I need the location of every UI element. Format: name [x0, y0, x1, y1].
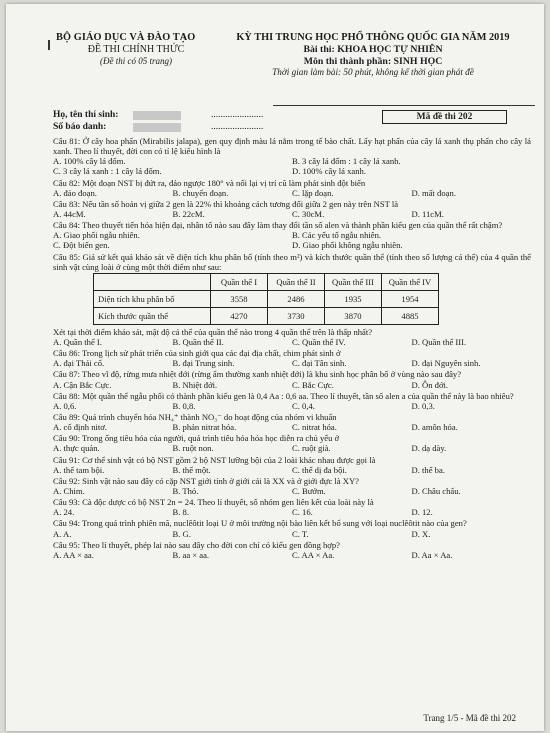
table-cell: 4270: [211, 307, 268, 324]
question-stem: Xét tại thời điểm khảo sát, mật độ cá thể của quần thể nào trong 4 quần thể trên là thấp nhất?: [53, 326, 373, 337]
survey-table: [93, 273, 439, 325]
answer-option: C. 0,4.: [292, 400, 315, 411]
answer-option: A. 100% cây lá đốm.: [53, 156, 126, 167]
question-stem: Câu 82: Một đoạn NST bị đứt ra, đảo ngược 180° và nối lại vị trí cũ làm phát sinh đột biến: [53, 177, 366, 188]
table-header-cell: Quần thể IV: [382, 273, 439, 290]
answer-option: C. thể dị đa bội.: [292, 464, 347, 475]
answer-option: B. chuyển đoạn.: [172, 187, 229, 198]
answer-option: A. 24.: [53, 507, 75, 518]
answer-option: D. mất đoạn.: [411, 187, 456, 198]
answer-option: C. lặp đoạn.: [292, 187, 334, 198]
answer-option: C. AA × Aa.: [292, 549, 335, 560]
answer-options: [53, 337, 531, 347]
table-header-cell: [94, 273, 211, 290]
time-note: Thời gian làm bài: 50 phút, không kể thời gian phát đề: [272, 67, 474, 78]
question: [53, 252, 531, 325]
redacted-id: [133, 123, 181, 132]
question: [53, 136, 531, 177]
question-stem: Câu 92: Sinh vật nào sau đây có cặp NST giới tính ở giới cái là XX và ở giới đực là XY?: [53, 475, 359, 486]
answer-option: A. AA × aa.: [53, 549, 94, 560]
name-label: Họ, tên thí sinh:: [53, 110, 119, 120]
answer-option: B. 8.: [172, 507, 189, 518]
table-row: [94, 307, 439, 324]
answer-option: D. Châu chấu.: [411, 485, 461, 496]
header-right: [218, 32, 528, 78]
answer-option: B. 3 cây lá đốm : 1 cây lá xanh.: [292, 156, 401, 167]
table-cell: 4885: [382, 307, 439, 324]
question: [53, 178, 531, 198]
answer-options: [53, 188, 531, 198]
answer-option: A. A.: [53, 528, 72, 539]
answer-options: [53, 550, 531, 560]
answer-option: D. amôn hóa.: [411, 422, 458, 433]
question-stem: Câu 94: Trong quá trình phiên mã, nuclêôtit loại U ở môi trường nội bào liên kết bổ sung với loại nuclêôtit nào của gen?: [53, 518, 467, 529]
question-stem: Câu 83: Nếu tần số hoán vị giữa 2 gen là 22% thì khoảng cách tương đối giữa 2 gen này trên NST là: [53, 198, 399, 209]
answer-option: C. 3 cây lá xanh : 1 cây lá đốm.: [53, 166, 162, 177]
answer-option: B. Thỏ.: [172, 485, 199, 496]
answer-option: C. đại Tân sinh.: [292, 358, 347, 369]
question-stem: Câu 91: Cơ thể sinh vật có bộ NST gồm 2 bộ NST lưỡng bội của 2 loài khác nhau được gọi là: [53, 454, 376, 465]
question-stem: Câu 88: Một quần thể ngẫu phối có thành phần kiểu gen là 0,4 Aa : 0,6 aa. Theo lí thuyết, tần số alen a của quần thể này là bao nhiêu?: [53, 390, 514, 401]
question-stem: Câu 85: Giả sử kết quả khảo sát về diện tích khu phân bố (tính theo m²) và kích thước quần thể (tính theo số lượng cá thể) của 4 quần thể sinh vật cùng loài ở cùng một thời điểm như sau:: [53, 251, 531, 272]
answer-option: C. Bướm.: [292, 485, 326, 496]
question: [53, 518, 531, 538]
answer-option: A. 0,6.: [53, 400, 77, 411]
table-row: [94, 290, 439, 307]
question: [53, 412, 531, 432]
subject: Môn thi thành phần: SINH HỌC: [303, 55, 443, 67]
table-header-cell: Quần thể II: [268, 273, 325, 290]
answer-options: [53, 507, 531, 517]
answer-option: B. ruột non.: [172, 443, 214, 454]
exam-title: KỲ THI TRUNG HỌC PHỔ THÔNG QUỐC GIA NĂM 2019: [236, 32, 510, 43]
table-cell: Diện tích khu phân bố: [94, 290, 211, 307]
answer-option: B. aa × aa.: [172, 549, 210, 560]
question-stem: Câu 89: Quá trình chuyển hóa NH₄⁺ thành NO₃⁻ do hoạt động của nhóm vi khuẩn: [53, 411, 337, 422]
table-cell: 3730: [268, 307, 325, 324]
table-cell: 1954: [382, 290, 439, 307]
candidate-fields: [53, 110, 303, 134]
question: [53, 348, 531, 368]
name-dots: ......................: [211, 110, 264, 120]
answer-options: [53, 230, 531, 250]
question: [53, 391, 531, 411]
answer-option: B. Quần thể II.: [172, 336, 224, 347]
answer-option: A. đại Thái cổ.: [53, 358, 105, 369]
question: [53, 369, 531, 389]
answer-option: C. nitrat hóa.: [292, 422, 337, 433]
answer-options: [53, 443, 531, 453]
answer-option: C. Quần thể IV.: [292, 336, 346, 347]
answer-option: C. Bắc Cực.: [292, 379, 334, 390]
answer-option: D. 0,3.: [411, 400, 435, 411]
answer-option: D. Giao phối không ngẫu nhiên.: [292, 240, 403, 251]
answer-option: B. Các yếu tố ngẫu nhiên.: [292, 230, 382, 241]
header-rule: [273, 105, 535, 106]
table-header-cell: Quần thể I: [211, 273, 268, 290]
answer-option: A. thực quản.: [53, 443, 100, 454]
answer-options: [53, 156, 531, 176]
answer-options: [53, 465, 531, 475]
table-cell: Kích thước quần thể: [94, 307, 211, 324]
pages-note: (Đề thi có 05 trang): [100, 55, 172, 66]
exam-page: [6, 4, 544, 731]
answer-option: A. 44cM.: [53, 208, 86, 219]
answer-option: A. Cận Bắc Cực.: [53, 379, 112, 390]
answer-option: D. 11cM.: [411, 208, 444, 219]
question: [53, 433, 531, 453]
ministry-name: BỘ GIÁO DỤC VÀ ĐÀO TẠO: [56, 32, 196, 43]
page-footer: Trang 1/5 - Mã đề thi 202: [423, 713, 516, 723]
question-list: [53, 136, 531, 561]
question-stem: Câu 84: Theo thuyết tiến hóa hiện đại, nhân tố nào sau đây làm thay đổi tần số alen và thành phần kiểu gen của quần thể rất chậm?: [53, 220, 503, 231]
table-header-cell: Quần thể III: [325, 273, 382, 290]
question-stem: Câu 86: Trong lịch sử phát triển của sinh giới qua các đại địa chất, chim phát sinh ở: [53, 348, 341, 359]
question: [53, 455, 531, 475]
answer-options: [53, 358, 531, 368]
answer-options: [53, 422, 531, 432]
answer-option: A. Quần thể I.: [53, 336, 102, 347]
answer-option: C. T.: [292, 528, 309, 539]
answer-option: B. 0,8.: [172, 400, 196, 411]
question: [53, 199, 531, 219]
answer-option: D. 12.: [411, 507, 433, 518]
answer-option: A. thể tam bội.: [53, 464, 105, 475]
answer-options: [53, 209, 531, 219]
answer-option: B. G.: [172, 528, 191, 539]
answer-option: B. 22cM.: [172, 208, 205, 219]
answer-option: D. thể ba.: [411, 464, 445, 475]
redacted-name: [133, 111, 181, 120]
answer-option: B. đại Trung sinh.: [172, 358, 235, 369]
question-stem: Câu 90: Trong ống tiêu hóa của người, quá trình tiêu hóa hóa học diễn ra chủ yếu ở: [53, 433, 340, 444]
answer-option: D. Aa × Aa.: [411, 549, 453, 560]
subject-group: Bài thi: KHOA HỌC TỰ NHIÊN: [303, 44, 443, 56]
answer-option: D. X.: [411, 528, 431, 539]
question-stem: Câu 81: Ở cây hoa phấn (Mirabilis jalapa), gen quy định màu lá nằm trong tế bào chất. Lấy hạt phấn của cây lá xanh thụ phấn cho cây lá xanh. Theo lí thuyết, đời con có tỉ lệ kiểu hình là: [53, 136, 531, 157]
answer-option: A. cố định nitơ.: [53, 422, 107, 433]
table-cell: 1935: [325, 290, 382, 307]
question-stem: Câu 87: Theo vĩ độ, rừng mưa nhiệt đới (rừng ẩm thường xanh nhiệt đới) là khu sinh học phân bố ở vùng nào sau đây?: [53, 369, 462, 380]
question: [53, 220, 531, 250]
table-cell: 3558: [211, 290, 268, 307]
table-cell: 3870: [325, 307, 382, 324]
answer-options: [53, 529, 531, 539]
answer-option: D. 100% cây lá xanh.: [292, 166, 366, 177]
answer-option: C. ruột già.: [292, 443, 331, 454]
answer-option: B. Nhiệt đới.: [172, 379, 218, 390]
answer-option: C. Đột biến gen.: [53, 240, 110, 251]
id-dots: ......................: [211, 122, 264, 132]
answer-option: B. phản nitrat hóa.: [172, 422, 237, 433]
question-stem: Câu 93: Cà độc dược có bộ NST 2n = 24. Theo lí thuyết, số nhóm gen liên kết của loài này là: [53, 497, 374, 508]
answer-options: [53, 486, 531, 496]
question: [53, 327, 531, 347]
answer-option: B. thể một.: [172, 464, 211, 475]
answer-option: D. đại Nguyên sinh.: [411, 358, 481, 369]
question: [53, 497, 531, 517]
answer-options: [53, 380, 531, 390]
answer-option: C. 16.: [292, 507, 313, 518]
header-left: [56, 32, 216, 67]
exam-code-box: Mã đề thi 202: [382, 110, 507, 124]
answer-option: A. đảo đoạn.: [53, 187, 97, 198]
pen-mark: [48, 40, 50, 50]
answer-options: [53, 401, 531, 411]
answer-option: A. Giao phối ngẫu nhiên.: [53, 230, 140, 241]
answer-option: D. Ôn đới.: [411, 379, 449, 390]
question: [53, 476, 531, 496]
id-label: Số báo danh:: [53, 122, 107, 132]
answer-option: D. dạ dày.: [411, 443, 447, 454]
answer-option: C. 30cM.: [292, 208, 325, 219]
answer-option: A. Chim.: [53, 485, 85, 496]
question: [53, 540, 531, 560]
official-label: ĐỀ THI CHÍNH THỨC: [87, 44, 185, 56]
answer-option: D. Quần thể III.: [411, 336, 467, 347]
question-stem: Câu 95: Theo lí thuyết, phép lai nào sau đây cho đời con chỉ có kiểu gen đồng hợp?: [53, 539, 340, 550]
table-cell: 2486: [268, 290, 325, 307]
